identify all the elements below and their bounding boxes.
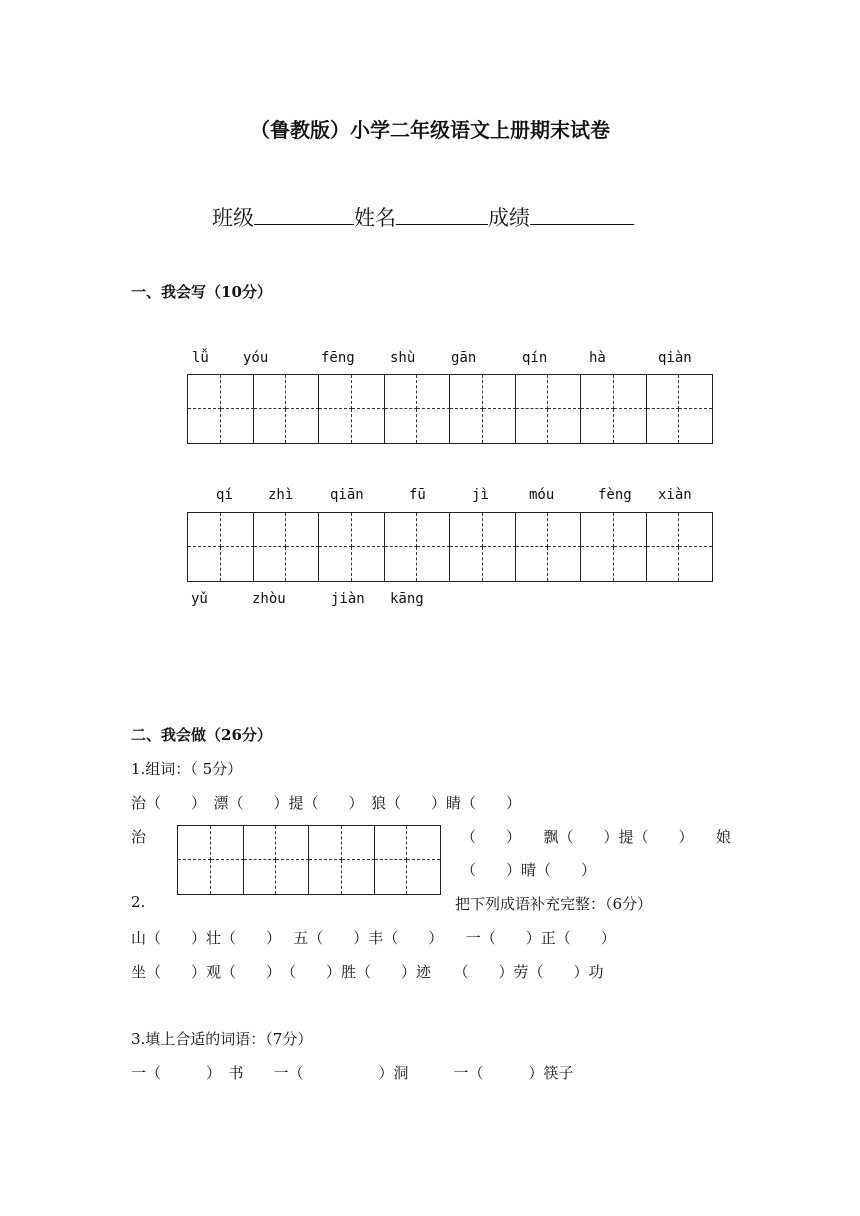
grid-cell[interactable]: [254, 409, 287, 443]
grid-cell[interactable]: [679, 409, 712, 443]
grid-cell[interactable]: [581, 513, 614, 547]
pinyin: qiàn: [658, 350, 692, 366]
grid-cell[interactable]: [548, 547, 581, 581]
section2-heading: 二、我会做（26分）: [131, 726, 272, 744]
pinyin: jiàn: [331, 591, 365, 607]
pinyin: qiān: [330, 487, 364, 503]
grid-cell[interactable]: [516, 375, 549, 409]
grid-cell[interactable]: [221, 547, 254, 581]
grid-cell[interactable]: [417, 375, 450, 409]
pinyin: zhì: [268, 487, 294, 503]
grid-cell[interactable]: [385, 409, 418, 443]
grid-cell[interactable]: [581, 547, 614, 581]
name-label: 姓名: [354, 206, 396, 230]
grid-cell[interactable]: [286, 375, 319, 409]
grid-cell[interactable]: [614, 375, 647, 409]
grid-cell[interactable]: [450, 409, 483, 443]
pinyin: shù: [390, 350, 416, 366]
pinyin: yǔ: [191, 591, 208, 607]
grid-cell[interactable]: [450, 547, 483, 581]
grid-cell[interactable]: [548, 409, 581, 443]
q3-line-1: 一（ ） 书 一（ ）洞 一（ ）筷子: [131, 1064, 574, 1082]
grid-cell[interactable]: [375, 826, 408, 860]
grid-cell[interactable]: [483, 375, 516, 409]
grid-cell[interactable]: [276, 826, 309, 860]
section1-heading: 一、我会写（10分）: [131, 283, 272, 301]
grid-cell[interactable]: [516, 409, 549, 443]
grid-cell[interactable]: [375, 860, 408, 894]
grid-cell[interactable]: [417, 513, 450, 547]
pinyin: yóu: [243, 350, 269, 366]
grid-cell[interactable]: [581, 375, 614, 409]
q1-label: 1.组词：（ 5分）: [131, 760, 243, 778]
pinyin: hà: [589, 350, 606, 366]
score-label: 成绩: [488, 206, 530, 230]
grid-cell[interactable]: [647, 547, 680, 581]
pinyin: jì: [472, 487, 489, 503]
grid-cell[interactable]: [254, 547, 287, 581]
pinyin: qí: [216, 487, 233, 503]
grid-cell[interactable]: [211, 826, 244, 860]
page-title: （鲁教版）小学二年级语文上册期末试卷: [250, 118, 610, 142]
grid-cell[interactable]: [483, 547, 516, 581]
grid-cell[interactable]: [614, 513, 647, 547]
grid-cell[interactable]: [319, 375, 352, 409]
q2-number: 2.: [131, 893, 146, 911]
writing-grid-3[interactable]: [177, 825, 441, 895]
grid-cell[interactable]: [211, 860, 244, 894]
q2-line-1: 山（ ）壮（ ） 五（ ）丰（ ） 一（ ）正（ ）: [131, 929, 616, 947]
grid-cell[interactable]: [385, 547, 418, 581]
grid-cell[interactable]: [679, 547, 712, 581]
grid-cell[interactable]: [483, 513, 516, 547]
grid-cell[interactable]: [352, 513, 385, 547]
grid-cell[interactable]: [286, 547, 319, 581]
grid-cell[interactable]: [352, 375, 385, 409]
grid-cell[interactable]: [221, 409, 254, 443]
grid-cell[interactable]: [276, 860, 309, 894]
name-blank[interactable]: [396, 202, 488, 225]
pinyin: qín: [522, 350, 548, 366]
grid-cell[interactable]: [679, 513, 712, 547]
grid-cell[interactable]: [221, 375, 254, 409]
grid-cell[interactable]: [614, 547, 647, 581]
q3-label: 3.填上合适的词语：（7分）: [131, 1030, 313, 1048]
grid-cell[interactable]: [548, 513, 581, 547]
grid-cell[interactable]: [548, 375, 581, 409]
grid-cell[interactable]: [647, 375, 680, 409]
q2-label: 把下列成语补充完整：（6分）: [455, 895, 653, 913]
pinyin: fū: [409, 487, 426, 503]
grid-cell[interactable]: [450, 375, 483, 409]
grid-cell[interactable]: [647, 409, 680, 443]
grid-cell[interactable]: [178, 860, 211, 894]
grid-cell[interactable]: [450, 513, 483, 547]
grid-cell[interactable]: [352, 547, 385, 581]
grid-cell[interactable]: [581, 409, 614, 443]
grid-cell[interactable]: [254, 513, 287, 547]
grid-cell[interactable]: [679, 375, 712, 409]
grid-cell[interactable]: [417, 547, 450, 581]
grid-cell[interactable]: [188, 513, 221, 547]
student-info-line: [212, 202, 634, 232]
grid-cell[interactable]: [221, 513, 254, 547]
pinyin: lǚ: [192, 350, 209, 366]
pinyin: zhòu: [252, 591, 286, 607]
grid-cell[interactable]: [614, 409, 647, 443]
grid-cell[interactable]: [309, 826, 342, 860]
pinyin: kāng: [390, 591, 424, 607]
pinyin: xiàn: [658, 487, 692, 503]
grid-cell[interactable]: [319, 409, 352, 443]
q1-line-3-right: （ ）晴（ ）: [461, 861, 597, 879]
grid-cell[interactable]: [647, 513, 680, 547]
grid-cell[interactable]: [516, 547, 549, 581]
grid-cell[interactable]: [319, 513, 352, 547]
grid-cell[interactable]: [516, 513, 549, 547]
grid-cell[interactable]: [188, 375, 221, 409]
q1-line-2-left: 治: [131, 828, 147, 846]
grid-cell[interactable]: [254, 375, 287, 409]
grid-cell[interactable]: [178, 826, 211, 860]
q1-line-2-right: （ ） 飘（ ）提（ ） 娘: [461, 828, 732, 846]
class-blank[interactable]: [254, 202, 354, 225]
grid-cell[interactable]: [244, 826, 277, 860]
pinyin: fèng: [598, 487, 632, 503]
grid-cell[interactable]: [319, 547, 352, 581]
grid-cell[interactable]: [188, 409, 221, 443]
pinyin: fēng: [321, 350, 355, 366]
grid-cell[interactable]: [188, 547, 221, 581]
grid-cell[interactable]: [286, 513, 319, 547]
grid-cell[interactable]: [342, 860, 375, 894]
grid-cell[interactable]: [407, 860, 440, 894]
writing-grid-2[interactable]: [187, 512, 713, 582]
pinyin: gān: [451, 350, 477, 366]
grid-cell[interactable]: [352, 409, 385, 443]
grid-cell[interactable]: [244, 860, 277, 894]
grid-cell[interactable]: [309, 860, 342, 894]
pinyin: móu: [529, 487, 555, 503]
writing-grid-1[interactable]: [187, 374, 713, 444]
class-label: 班级: [212, 206, 254, 230]
grid-cell[interactable]: [385, 513, 418, 547]
score-blank[interactable]: [530, 202, 634, 225]
q1-line-1: 治（ ） 漂（ ）提（ ） 狼（ ）睛（ ）: [131, 794, 522, 812]
grid-cell[interactable]: [417, 409, 450, 443]
grid-cell[interactable]: [286, 409, 319, 443]
q2-line-2: 坐（ ）观（ ） （ ）胜（ ）迹 （ ）劳（ ）功: [131, 963, 604, 981]
grid-cell[interactable]: [407, 826, 440, 860]
grid-cell[interactable]: [385, 375, 418, 409]
grid-cell[interactable]: [483, 409, 516, 443]
grid-cell[interactable]: [342, 826, 375, 860]
